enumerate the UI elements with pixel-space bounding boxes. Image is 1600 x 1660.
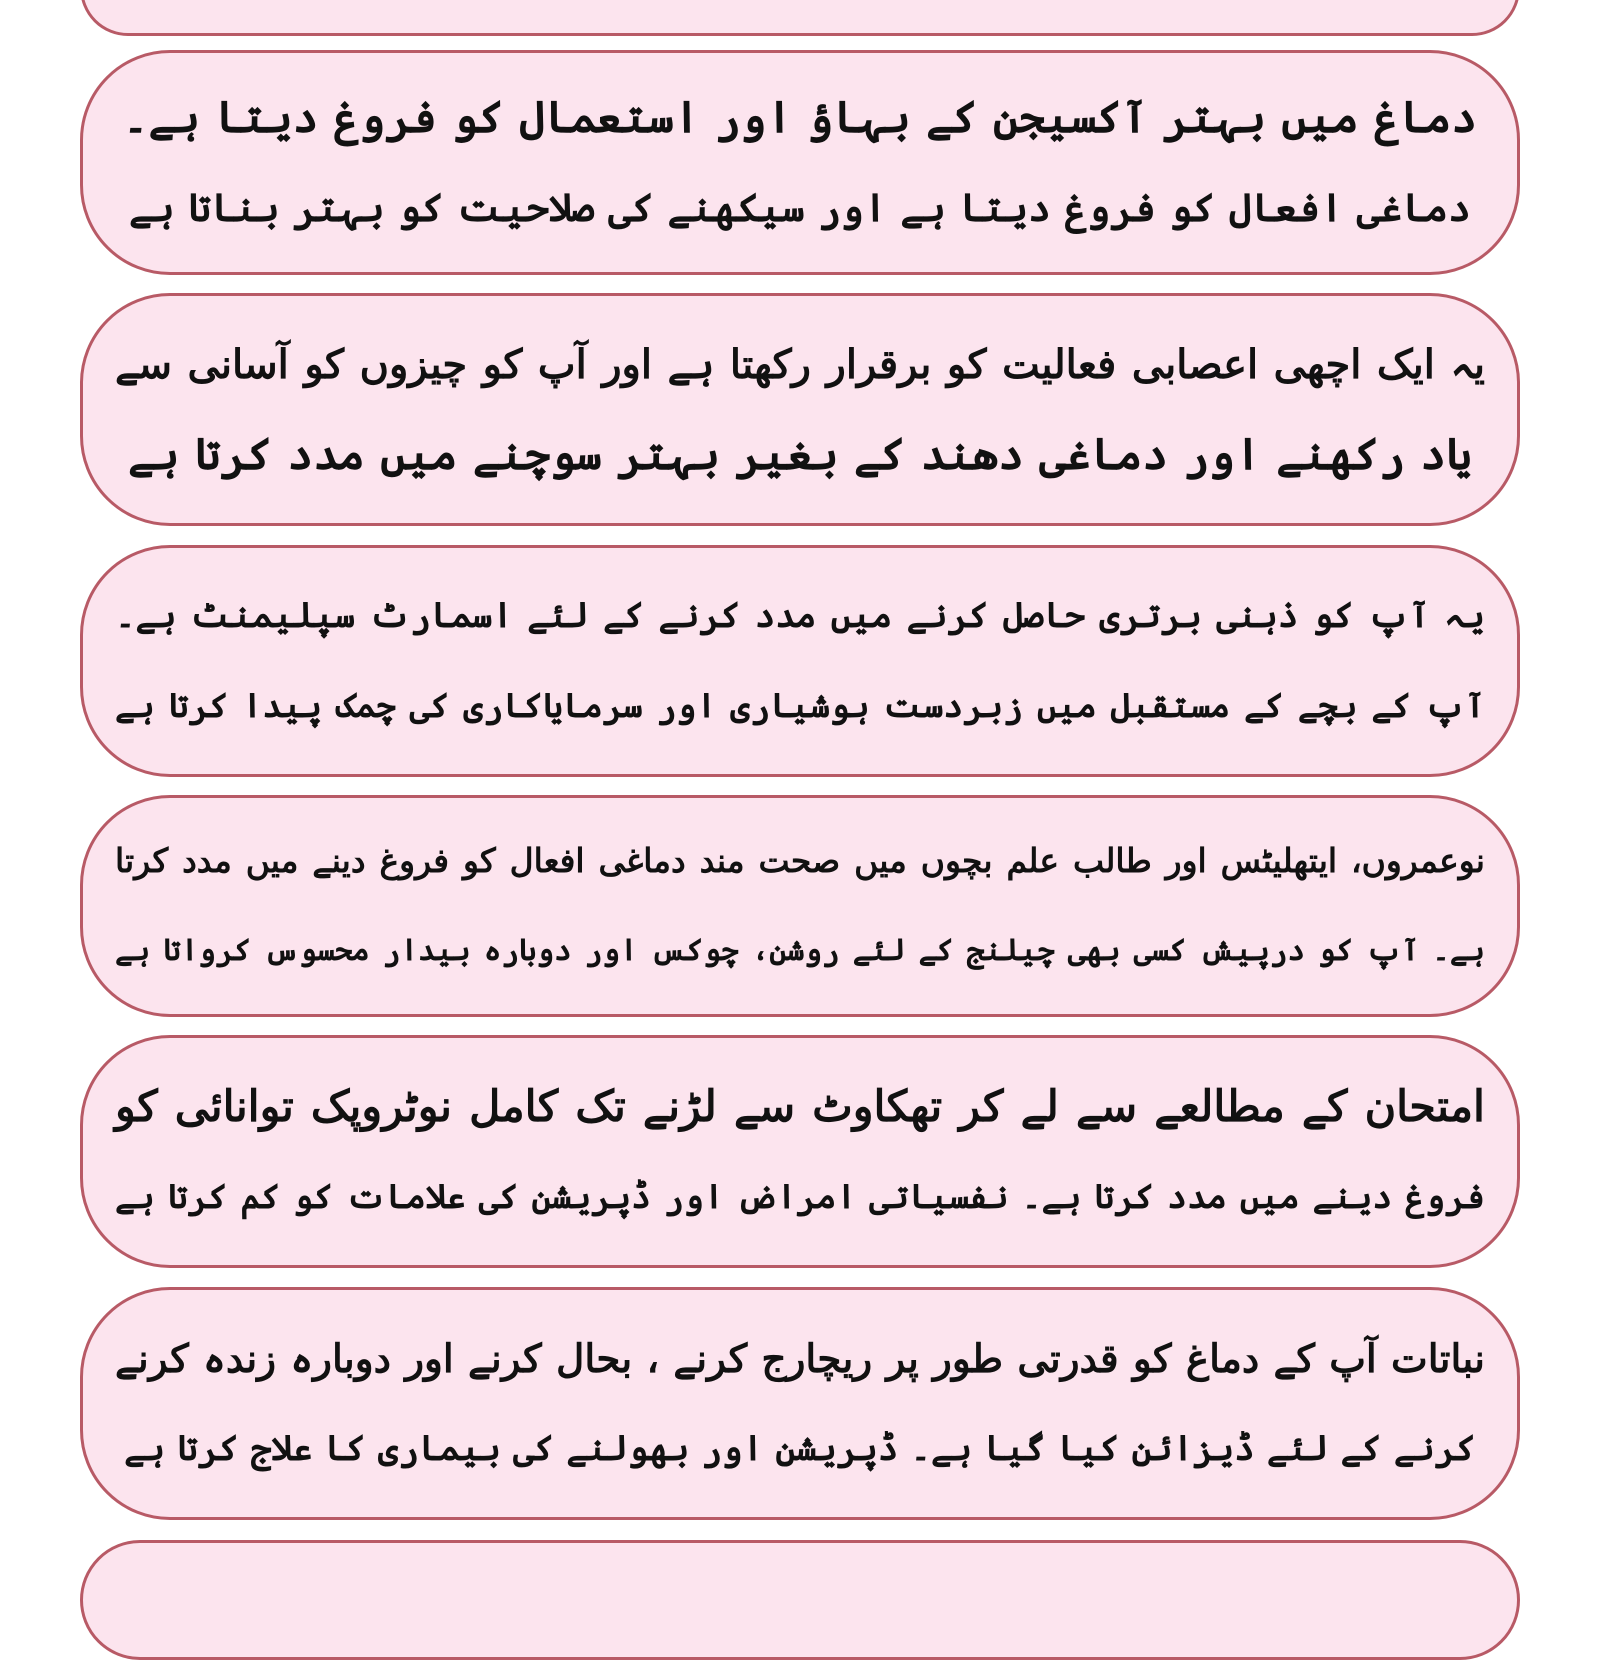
benefit-line: یاد رکھنے اور دماغی دھند کے بغیر بہتر سوچنے میں مدد کرتا ہے bbox=[128, 428, 1472, 480]
benefit-card-partial-bottom bbox=[80, 1540, 1520, 1660]
benefit-card-teens-athletes bbox=[80, 795, 1520, 1017]
benefit-line: یہ آپ کو ذہنی برتری حاصل کرنے میں مدد کرنے کے لئے اسمارٹ سپلیمنٹ ہے۔ bbox=[115, 595, 1485, 636]
benefit-card-memory bbox=[80, 293, 1520, 526]
benefit-line: دماغ میں بہتر آکسیجن کے بہاؤ اور استعمال کو فروغ دیتا ہے۔ bbox=[122, 91, 1478, 143]
benefit-line: آپ کے بچے کے مستقبل میں زبردست ہوشیاری اور سرمایاکاری کی چمک پیدا کرتا ہے bbox=[115, 686, 1485, 726]
benefit-card-botanicals bbox=[80, 1287, 1520, 1520]
benefit-line: کرنے کے لئے ڈیزائن کیا گیا ہے۔ ڈپریشن اور بھولنے کی بیماری کا علاج کرتا ہے bbox=[124, 1427, 1476, 1469]
benefit-line: یہ ایک اچھی اعصابی فعالیت کو برقرار رکھتا ہے اور آپ کو چیزوں کو آسانی سے bbox=[115, 340, 1485, 388]
benefit-card-mental-edge bbox=[80, 545, 1520, 777]
benefit-card-partial-top bbox=[80, 0, 1520, 36]
benefit-line: نباتات آپ کے دماغ کو قدرتی طور پر ریچارج کرنے ، بحال کرنے اور دوبارہ زندہ کرنے bbox=[115, 1335, 1485, 1382]
benefit-line: ہے۔ آپ کو درپیش کسی بھی چیلنج کے لئے روشن، چوکس اور دوبارہ بیدار محسوس کرواتا ہے bbox=[115, 933, 1485, 968]
benefit-line: دماغی افعال کو فروغ دیتا ہے اور سیکھنے کی صلاحیت کو بہتر بناتا ہے bbox=[129, 184, 1471, 231]
benefit-line: نوعمروں، ایتھلیٹس اور طالب علم بچوں میں صحت مند دماغی افعال کو فروغ دینے میں مدد کرتا bbox=[115, 841, 1485, 880]
benefit-line: فروغ دینے میں مدد کرتا ہے۔ نفسیاتی امراض اور ڈپریشن کی علامات کو کم کرتا ہے bbox=[115, 1176, 1485, 1217]
benefit-card-oxygen bbox=[80, 50, 1520, 275]
benefit-card-exam-energy bbox=[80, 1035, 1520, 1268]
benefit-line: امتحان کے مطالعے سے لے کر تھکاوٹ سے لڑنے تک کامل نوٹروپک توانائی کو bbox=[115, 1081, 1485, 1132]
